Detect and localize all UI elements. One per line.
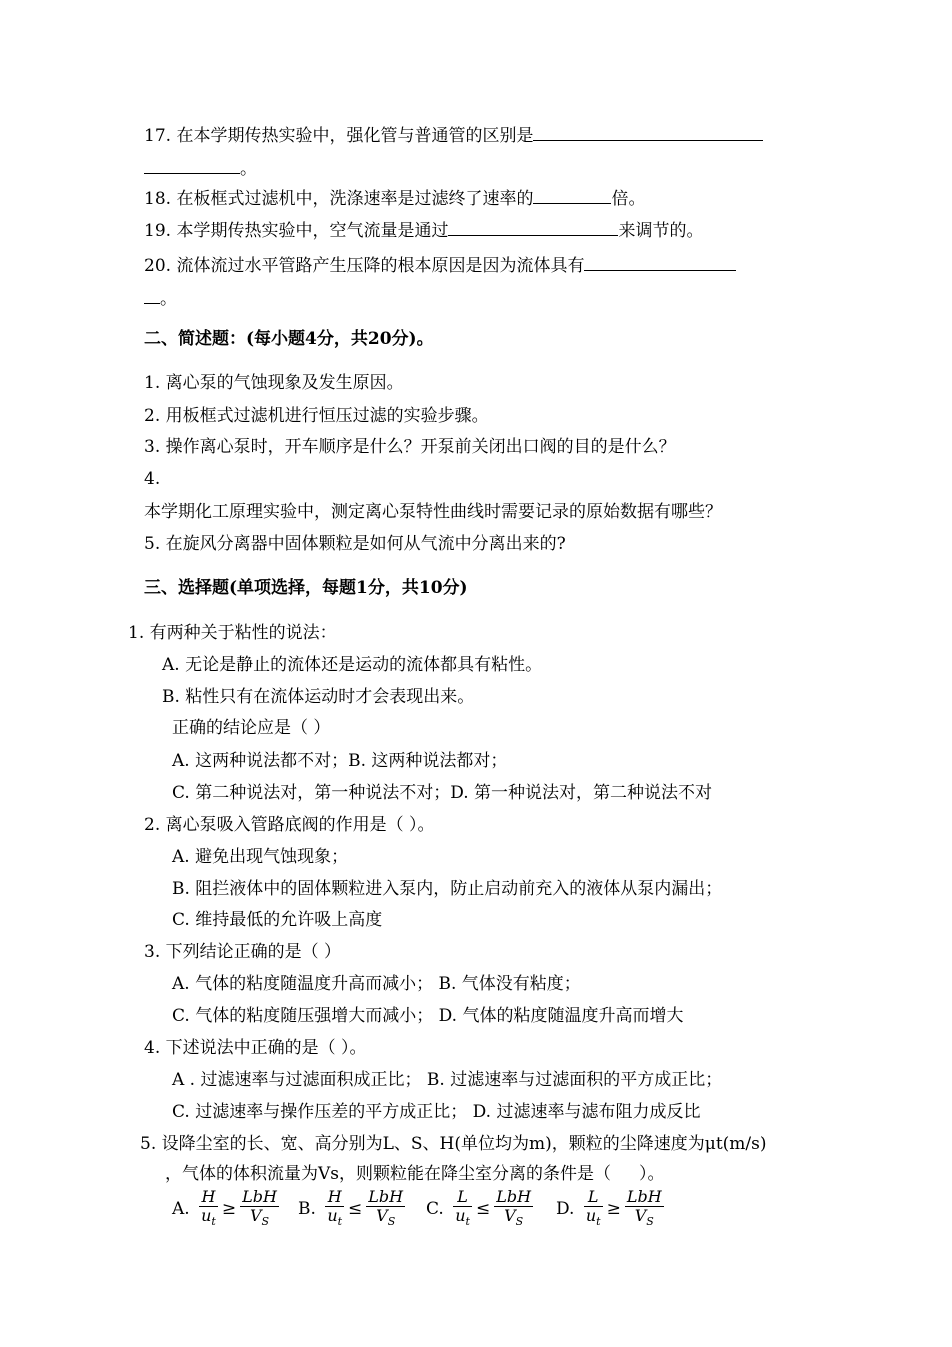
section-2-question-4-number: 4.	[144, 469, 161, 489]
question-18-text: 18. 在板框式过滤机中，洗涤速率是过滤终了速率的	[144, 189, 534, 209]
question-20-cont	[144, 287, 177, 310]
choice-1-options-ab: A. 这两种说法都不对；B. 这两种说法都对；	[172, 751, 508, 771]
relation-symbol: ≤	[475, 1199, 491, 1220]
choice-2-option-a: A. 避免出现气蚀现象；	[172, 847, 349, 867]
question-17-cont	[144, 157, 257, 180]
answer-blank[interactable]	[144, 287, 160, 304]
choice-5-stem-2-text: ，气体的体积流量为Vs，则颗粒能在降尘室分离的条件是（	[165, 1164, 611, 1184]
option-label: D.	[556, 1199, 580, 1220]
fraction-left: $\frac{H}{u_t}$	[201, 1187, 216, 1229]
choice-3-stem: 3. 下列结论正确的是（ ）	[144, 942, 342, 962]
option-label: A.	[172, 1199, 196, 1220]
choice-2-stem: 2. 离心泵吸入管路底阀的作用是（ ）。	[144, 815, 435, 835]
choice-2-option-c: C. 维持最低的允许吸上高度	[172, 910, 383, 930]
fraction-left: $\frac{L}{u_t}$	[455, 1187, 470, 1229]
choice-5-option-b	[298, 1188, 409, 1231]
section-2-question-2: 2. 用板框式过滤机进行恒压过滤的实验步骤。	[144, 406, 489, 426]
section-2-heading: 二、简述题：(每小题4分，共20分)。	[144, 329, 434, 349]
question-20	[144, 254, 736, 277]
fraction-right: $\frac{\text{LbH}}{V_S}$	[496, 1187, 532, 1229]
choice-5-option-d	[556, 1188, 668, 1231]
question-19-end: 来调节的。	[618, 221, 704, 241]
fraction-right: $\frac{\text{LbH}}{V_S}$	[242, 1187, 277, 1229]
choice-2-option-b: B. 阻拦液体中的固体颗粒进入泵内，防止启动前充入的液体从泵内漏出；	[172, 879, 723, 899]
question-19	[144, 219, 703, 242]
choice-1-options-cd: C. 第二种说法对，第一种说法不对；D. 第一种说法对，第二种说法不对	[172, 783, 713, 803]
choice-5-option-a	[172, 1188, 283, 1231]
section-2-question-1: 1. 离心泵的气蚀现象及发生原因。	[144, 373, 404, 393]
question-20-end: 。	[160, 289, 177, 309]
question-18	[144, 187, 645, 210]
choice-1-prompt: 正确的结论应是（ ）	[172, 718, 331, 738]
relation-symbol: ≥	[606, 1199, 621, 1220]
choice-5-stem: 5. 设降尘室的长、宽、高分别为L、S、H(单位均为m)，颗粒的尘降速度为μt(m/s)	[140, 1134, 767, 1154]
option-label: C.	[426, 1199, 450, 1220]
choice-5-option-c	[426, 1188, 537, 1231]
question-18-end: 倍。	[611, 189, 646, 209]
fraction-left: $\frac{L}{u_t}$	[585, 1187, 601, 1229]
question-17-text: 17. 在本学期传热实验中，强化管与普通管的区别是	[144, 126, 534, 146]
choice-3-options-ab: A. 气体的粘度随温度升高而减小； B. 气体没有粘度；	[172, 974, 581, 994]
question-20-text: 20. 流体流过水平管路产生压降的根本原因是因为流体具有	[144, 256, 585, 276]
choice-5-stem-2-end: ）。	[639, 1164, 665, 1184]
option-label: B.	[298, 1199, 322, 1220]
answer-blank[interactable]	[448, 219, 618, 236]
fraction-right: $\frac{\text{LbH}}{V_S}$	[368, 1187, 404, 1229]
answer-blank[interactable]	[144, 157, 240, 174]
answer-blank[interactable]	[533, 187, 611, 204]
choice-4-options-ab: A . 过滤速率与过滤面积成正比； B. 过滤速率与过滤面积的平方成正比；	[172, 1070, 723, 1090]
section-2-question-5: 5. 在旋风分离器中固体颗粒是如何从气流中分离出来的?	[144, 534, 566, 554]
relation-symbol: ≥	[221, 1199, 237, 1220]
choice-1-statement-b: B. 粘性只有在流体运动时才会表现出来。	[162, 687, 475, 707]
choice-4-options-cd: C. 过滤速率与操作压差的平方成正比； D. 过滤速率与滤布阻力成反比	[172, 1102, 701, 1122]
question-17-end: 。	[240, 159, 257, 179]
fraction-right: $\frac{\text{LbH}}{V_S}$	[626, 1187, 662, 1229]
section-2-question-4: 本学期化工原理实验中，测定离心泵特性曲线时需要记录的原始数据有哪些？	[144, 502, 722, 522]
question-19-text: 19. 本学期传热实验中，空气流量是通过	[144, 221, 449, 241]
answer-blank[interactable]	[584, 254, 736, 271]
answer-blank[interactable]	[533, 124, 763, 141]
choice-1-statement-a: A. 无论是静止的流体还是运动的流体都具有粘性。	[162, 655, 543, 675]
question-17	[144, 124, 763, 147]
choice-5-stem-2	[165, 1163, 665, 1185]
choice-1-stem: 1. 有两种关于粘性的说法：	[128, 623, 337, 643]
relation-symbol: ≤	[348, 1199, 363, 1220]
choice-4-stem: 4. 下述说法中正确的是（ ）。	[144, 1038, 367, 1058]
choice-3-options-cd: C. 气体的粘度随压强增大而减小； D. 气体的粘度随温度升高而增大	[172, 1006, 684, 1026]
fraction-left: $\frac{H}{u_t}$	[327, 1187, 343, 1229]
section-3-heading: 三、选择题(单项选择，每题1分，共10分)	[144, 578, 468, 598]
section-2-question-3: 3. 操作离心泵时，开车顺序是什么？开泵前关闭出口阀的目的是什么？	[144, 437, 676, 457]
